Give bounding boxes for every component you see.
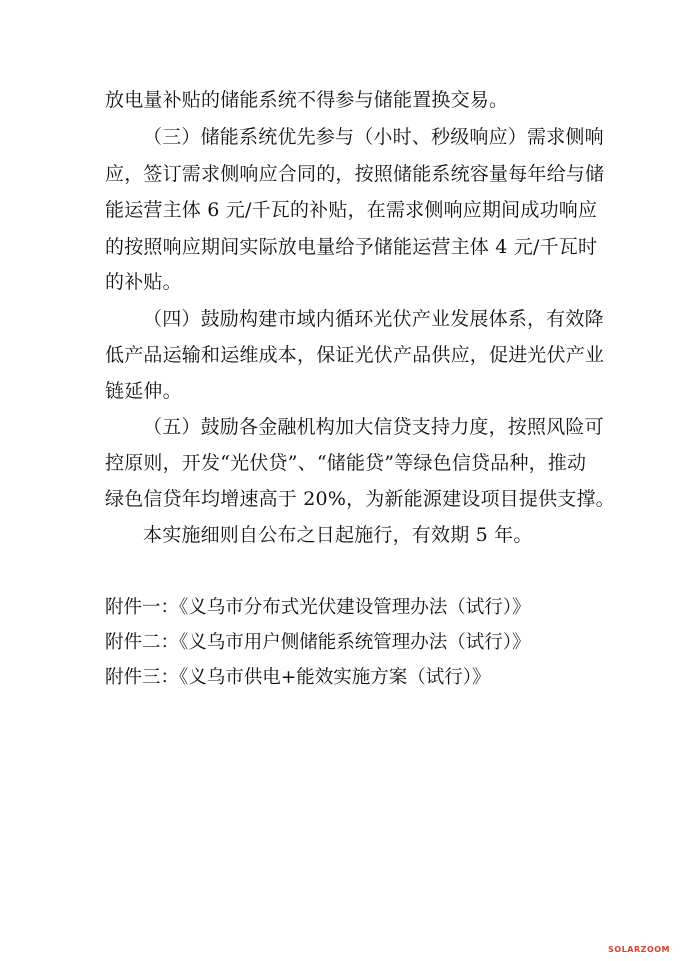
paragraph-line: （四）鼓励构建市域内循环光伏产业发展体系，有效降 xyxy=(143,308,604,330)
attachment-item: 附件三：《义乌市供电+能效实施方案（试行）》 xyxy=(105,667,491,688)
paragraph-line: 能运营主体 6 元/千瓦的补贴，在需求侧响应期间成功响应 xyxy=(105,199,598,221)
paragraph-line: 低产品运输和运维成本，保证光伏产品供应，促进光伏产业 xyxy=(105,344,605,366)
paragraph-line: （三）储能系统优先参与（小时、秒级响应）需求侧响 xyxy=(143,126,604,148)
paragraph-line: 本实施细则自公布之日起施行，有效期 5 年。 xyxy=(143,524,533,546)
attachment-item: 附件二：《义乌市用户侧储能系统管理办法（试行）》 xyxy=(105,632,531,653)
paragraph-line: 应，签订需求侧响应合同的，按照储能系统容量每年给与储 xyxy=(105,163,605,185)
paragraph-line: 的按照响应期间实际放电量给予储能运营主体 4 元/千瓦时 xyxy=(105,236,598,258)
attachment-item: 附件一：《义乌市分布式光伏建设管理办法（试行）》 xyxy=(105,597,531,618)
paragraph-line: 控原则，开发“光伏贷”、“储能贷”等绿色信贷品种，推动 xyxy=(105,452,587,474)
paragraph-line: 放电量补贴的储能系统不得参与储能置换交易。 xyxy=(105,89,509,111)
watermark-logo: SOLARZOOM xyxy=(608,945,670,954)
paragraph-line: 链延伸。 xyxy=(105,380,182,402)
paragraph-line: （五）鼓励各金融机构加大信贷支持力度，按照风险可 xyxy=(143,416,604,438)
paragraph-line: 的补贴。 xyxy=(105,271,182,293)
paragraph-line: 绿色信贷年均增速高于 20%，为新能源建设项目提供支撑。 xyxy=(105,488,615,510)
